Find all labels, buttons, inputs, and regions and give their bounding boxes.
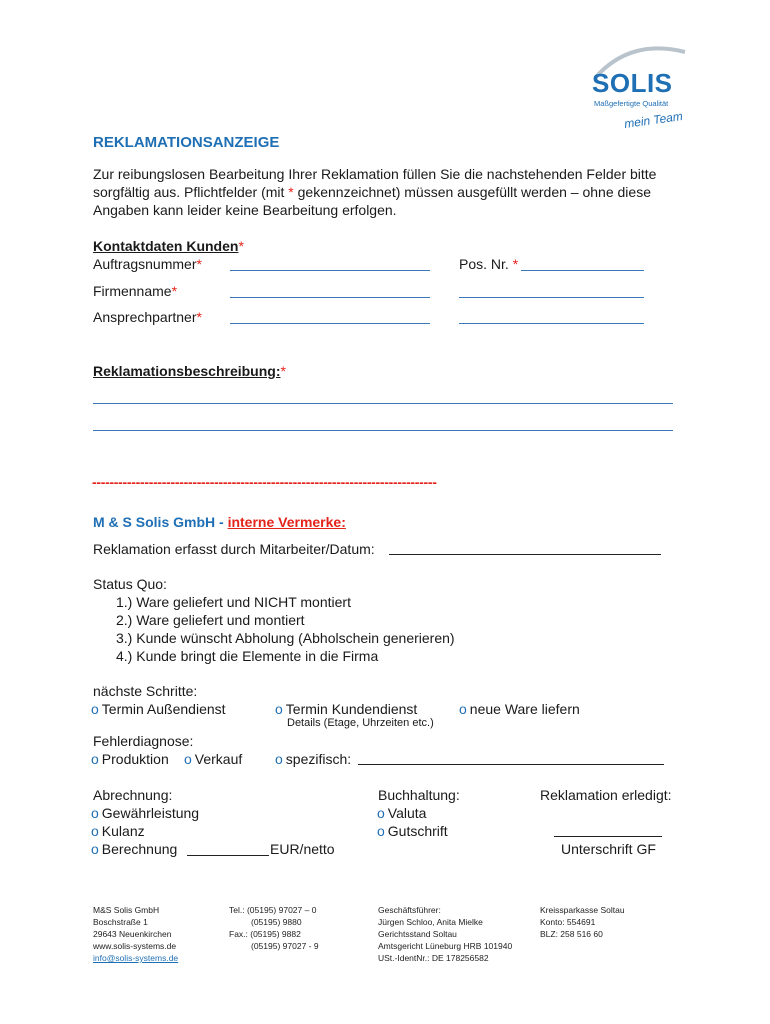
contact-extra-field[interactable] [459, 307, 644, 323]
option-sales[interactable] [184, 750, 242, 768]
invoice-unit: EUR/netto [270, 841, 335, 857]
description-heading-label: Reklamationsbeschreibung: [93, 363, 281, 379]
status-label: Status Quo: [93, 576, 167, 592]
company-name-label [93, 282, 177, 300]
footer-bank [540, 904, 625, 940]
next-steps-label: nächste Schritte: [93, 683, 198, 699]
option-label: Valuta [387, 805, 427, 821]
contact-person-field[interactable] [230, 307, 430, 323]
footer-bank-name: Kreissparkasse Soltau [540, 905, 625, 915]
footer-phone [229, 904, 319, 952]
logo-script: mein Team [623, 108, 684, 132]
footer-company-name: M&S Solis GmbH [93, 905, 160, 915]
footer-jurisdiction: Gerichtsstand Soltau [378, 929, 457, 939]
option-label: Gewährleistung [101, 805, 200, 821]
footer-md-label: Geschäftsführer: [378, 905, 441, 915]
pos-number-label [459, 255, 518, 273]
option-label: Gutschrift [387, 823, 448, 839]
signature-label: Unterschrift GF [561, 841, 656, 857]
description-heading [93, 362, 286, 380]
option-warranty[interactable] [91, 804, 199, 822]
footer-blz: BLZ: 258 516 60 [540, 929, 603, 939]
option-label: neue Ware liefern [469, 701, 580, 717]
checkbox-circle-icon[interactable]: o [184, 751, 192, 767]
option-new-goods[interactable] [459, 700, 580, 718]
option-label: Produktion [101, 751, 169, 767]
option-label: spezifisch: [285, 751, 352, 767]
specific-underline [358, 764, 664, 765]
intro-line-2b: gekennzeichnet) müssen ausgefüllt werden – ohne diese [297, 184, 651, 200]
footer-vat: USt.-IdentNr.: DE 178256582 [378, 953, 489, 963]
internal-heading [93, 513, 346, 531]
option-label: Kulanz [101, 823, 145, 839]
option-production[interactable] [91, 750, 169, 768]
footer-website: www.solis-systems.de [93, 941, 177, 951]
checkbox-circle-icon[interactable]: o [377, 805, 385, 821]
pos-number-field[interactable] [521, 254, 644, 270]
status-item-3: 3.) Kunde wünscht Abholung (Abholschein generieren) [116, 630, 455, 646]
checkbox-circle-icon[interactable]: o [91, 823, 99, 839]
company-extra-field[interactable] [459, 280, 644, 296]
contact-person-underline [230, 323, 430, 324]
status-item-4: 4.) Kunde bringt die Elemente in die Firma [116, 648, 379, 664]
description-line-1 [93, 403, 673, 404]
required-asterisk: * [196, 256, 202, 272]
contact-extra-underline [459, 323, 644, 324]
description-line-2 [93, 430, 673, 431]
status-item-2: 2.) Ware geliefert und montiert [116, 612, 305, 628]
pos-number-text: Pos. Nr. [459, 256, 513, 272]
required-asterisk: * [512, 256, 519, 272]
footer-company [93, 904, 178, 964]
footer-email-link[interactable]: info@solis-systems.de [93, 953, 179, 963]
footer-city: 29643 Neuenkirchen [93, 929, 172, 939]
option-field-service[interactable] [91, 700, 226, 718]
contact-person-label [93, 308, 202, 326]
description-field-1[interactable] [93, 386, 673, 402]
intro-line-2a: sorgfältig aus. Pflichtfelder (mit [93, 184, 285, 200]
checkbox-circle-icon[interactable]: o [275, 701, 283, 717]
option-valuta[interactable] [377, 804, 426, 822]
internal-heading-note: interne Vermerke: [227, 514, 346, 530]
accounting-label: Buchhaltung: [378, 787, 460, 803]
checkbox-circle-icon[interactable]: o [91, 805, 99, 821]
intro-line-1: Zur reibungslosen Bearbeitung Ihrer Reklamation füllen Sie die nachstehenden Felder bitte [93, 166, 657, 182]
option-label: Verkauf [194, 751, 243, 767]
contact-heading [93, 237, 244, 255]
option-customer-service[interactable] [275, 700, 417, 718]
company-name-field[interactable] [230, 280, 430, 296]
description-field-2[interactable] [93, 413, 673, 429]
footer-tel-2: (05195) 9880 [251, 917, 302, 927]
contact-heading-label: Kontaktdaten Kunden [93, 238, 239, 254]
option-label: Termin Außendienst [101, 701, 226, 717]
checkbox-circle-icon[interactable]: o [91, 841, 99, 857]
order-number-underline [230, 270, 430, 271]
page-title: REKLAMATIONSANZEIGE [93, 134, 280, 151]
recorded-by-field[interactable] [389, 538, 661, 554]
footer-legal [378, 904, 512, 964]
footer-register: Amtsgericht Lüneburg HRB 101940 [378, 941, 513, 951]
cut-separator: ------------------------------------------------------------------------------- [92, 474, 437, 490]
status-item-1: 1.) Ware geliefert und NICHT montiert [116, 594, 351, 610]
order-number-label [93, 255, 202, 273]
footer-md-names: Jürgen Schloo, Anita Mielke [378, 917, 483, 927]
footer-fax-2: (05195) 97027 - 9 [251, 941, 319, 951]
intro-line-3: Angaben kann leider keine Bearbeitung erfolgen. [93, 202, 397, 218]
option-label: Termin Kundendienst [285, 701, 418, 717]
contact-person-text: Ansprechpartner [93, 309, 197, 325]
pos-number-underline [521, 270, 644, 271]
footer-tel: Tel.: (05195) 97027 – 0 [229, 905, 317, 915]
signature-field[interactable] [554, 820, 662, 836]
diagnosis-label: Fehlerdiagnose: [93, 733, 194, 749]
completed-label: Reklamation erledigt: [540, 787, 672, 803]
logo-brand: SOLIS [592, 68, 673, 98]
footer-account: Konto: 554691 [540, 917, 596, 927]
option-goodwill[interactable] [91, 822, 145, 840]
checkbox-circle-icon[interactable]: o [91, 701, 99, 717]
internal-heading-company: M & S Solis GmbH - [93, 514, 224, 530]
checkbox-circle-icon[interactable]: o [91, 751, 99, 767]
recorded-by-label: Reklamation erfasst durch Mitarbeiter/Datum: [93, 541, 375, 557]
recorded-by-underline [389, 554, 661, 555]
company-name-underline [230, 297, 430, 298]
company-name-text: Firmenname [93, 283, 172, 299]
logo-tagline: Maßgefertigte Qualität [594, 99, 669, 108]
option-label: Berechnung [101, 841, 178, 857]
invoice-amount-underline [187, 855, 269, 856]
required-asterisk: * [280, 363, 286, 379]
order-number-field[interactable] [230, 254, 430, 270]
company-extra-underline [459, 297, 644, 298]
order-number-text: Auftragsnummer [93, 256, 197, 272]
required-asterisk: * [171, 283, 178, 299]
footer-fax: Fax.: (05195) 9882 [229, 929, 301, 939]
required-asterisk: * [196, 309, 202, 325]
details-note: Details (Etage, Uhrzeiten etc.) [287, 717, 434, 729]
option-invoice[interactable] [91, 840, 177, 858]
option-specific[interactable] [275, 750, 351, 768]
specific-field[interactable] [358, 748, 664, 764]
option-credit[interactable] [377, 822, 448, 840]
checkbox-circle-icon[interactable]: o [377, 823, 385, 839]
signature-underline [554, 836, 662, 837]
billing-label: Abrechnung: [93, 787, 173, 803]
required-asterisk: * [238, 238, 244, 254]
checkbox-circle-icon[interactable]: o [275, 751, 283, 767]
checkbox-circle-icon[interactable]: o [459, 701, 467, 717]
required-asterisk: * [288, 184, 294, 200]
intro-line-2 [93, 183, 651, 201]
footer-street: Boschstraße 1 [93, 917, 148, 927]
invoice-amount-field[interactable] [187, 838, 269, 854]
